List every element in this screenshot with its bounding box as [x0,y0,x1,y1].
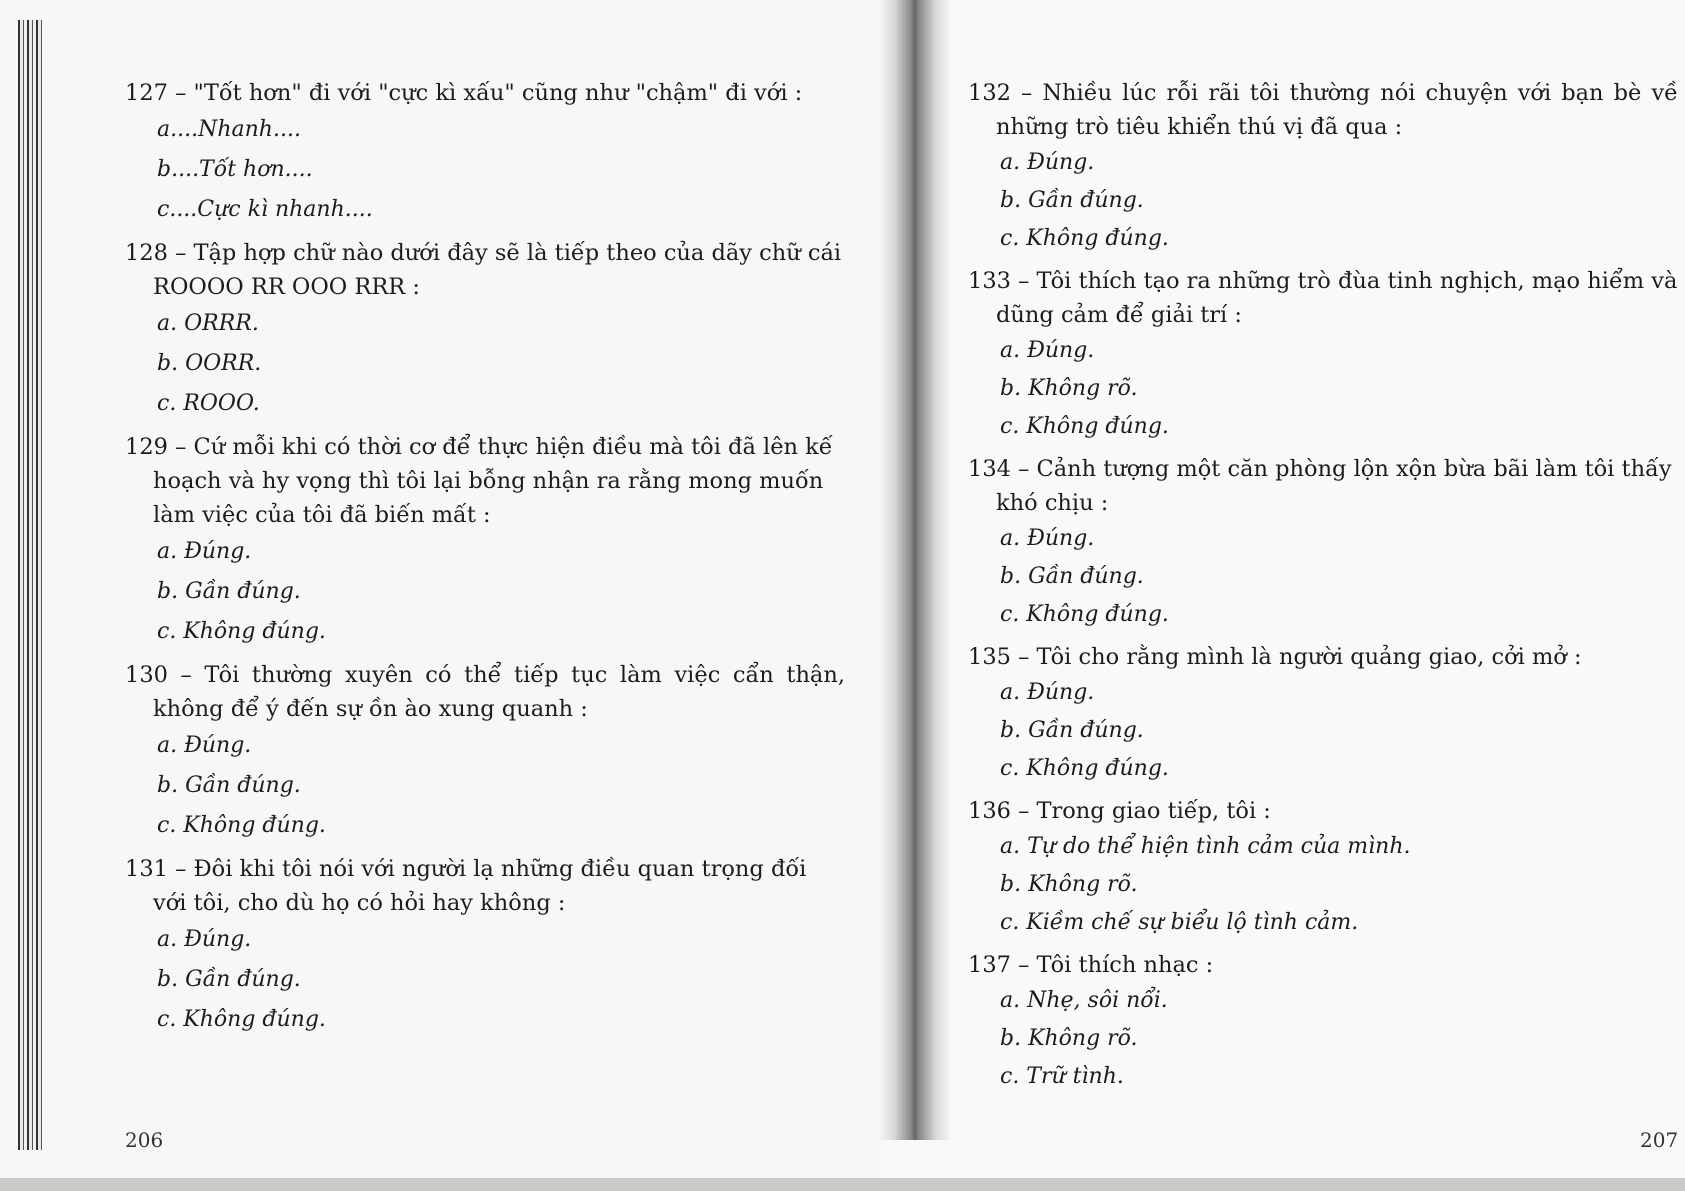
option-a: a. Nhẹ, sôi nổi. [1000,988,1168,1013]
option-b: b. Không rõ. [1000,1026,1138,1051]
option-a: a. Đúng. [1000,338,1095,363]
option-c: c. Không đúng. [1000,414,1169,439]
option-a: a. Đúng. [1000,150,1095,175]
question-134 [968,452,1678,634]
option-c: c. Không đúng. [1000,226,1169,251]
option-c: c. Không đúng. [1000,756,1169,781]
question-136 [968,794,1678,942]
question-137 [968,948,1678,1096]
option-b: b. Không rõ. [1000,872,1138,897]
option-b: b. Gần đúng. [1000,564,1144,589]
option-a: a. ORRR. [157,311,259,336]
right-page [880,0,1685,1191]
question-text: 135 – Tôi cho rằng mình là người quảng giao, cởi mở : [968,644,1582,670]
binding-edge [18,20,42,1150]
question-130 [125,658,845,846]
question-129 [125,430,845,652]
option-b: b....Tốt hơn.... [157,157,313,182]
question-128 [125,236,845,424]
question-127 [125,76,845,230]
option-b: b. Gần đúng. [1000,188,1144,213]
question-text: 127 – "Tốt hơn" đi với "cực kì xấu" cũng như "chậm" đi với : [125,80,803,106]
option-a: a....Nhanh.... [157,117,301,142]
page-number: 207 [1640,1128,1679,1152]
question-text: 133 – Tôi thích tạo ra những trò đùa tinh nghịch, mạo hiểm và dũng cảm để giải trí : [968,268,1678,328]
page-number: 206 [125,1128,164,1152]
question-text: 129 – Cứ mỗi khi có thời cơ để thực hiện điều mà tôi đã lên kế hoạch và hy vọng thì tôi lại bỗng nhận ra rằng mong muốn làm việc của tôi đã biến mất : [125,434,833,528]
option-c: c....Cực kì nhanh.... [157,197,373,222]
option-a: a. Đúng. [157,539,252,564]
option-c: c. Trữ tình. [1000,1064,1124,1089]
option-b: b. Gần đúng. [157,773,301,798]
option-b: b. Gần đúng. [157,967,301,992]
question-text: 134 – Cảnh tượng một căn phòng lộn xộn bừa bãi làm tôi thấy khó chịu : [968,456,1672,516]
option-a: a. Đúng. [157,733,252,758]
option-c: c. ROOO. [157,391,260,416]
question-text: 130 – Tôi thường xuyên có thể tiếp tục làm việc cẩn thận, không để ý đến sự ồn ào xung quanh : [125,662,845,722]
left-question-column [125,76,845,1046]
question-132 [968,76,1678,258]
option-b: b. Gần đúng. [1000,718,1144,743]
question-text: 136 – Trong giao tiếp, tôi : [968,798,1271,824]
book-spine-shadow [880,0,950,1140]
option-b: b. Không rõ. [1000,376,1138,401]
option-c: c. Không đúng. [157,619,326,644]
option-a: a. Tự do thể hiện tình cảm của mình. [1000,834,1411,859]
question-text: 128 – Tập hợp chữ nào dưới đây sẽ là tiếp theo của dãy chữ cái ROOOO RR OOO RRR : [125,240,842,300]
option-b: b. OORR. [157,351,262,376]
option-b: b. Gần đúng. [157,579,301,604]
question-133 [968,264,1678,446]
question-text: 132 – Nhiều lúc rỗi rãi tôi thường nói chuyện với bạn bè về những trò tiêu khiển thú vị đã qua : [968,80,1678,140]
option-c: c. Kiềm chế sự biểu lộ tình cảm. [1000,910,1359,935]
option-a: a. Đúng. [1000,680,1095,705]
option-c: c. Không đúng. [157,1007,326,1032]
scan-bottom-edge [0,1178,1685,1191]
question-text: 131 – Đôi khi tôi nói với người lạ những điều quan trọng đối với tôi, cho dù họ có hỏi hay không : [125,856,807,916]
option-c: c. Không đúng. [1000,602,1169,627]
question-135 [968,640,1678,788]
option-a: a. Đúng. [1000,526,1095,551]
right-question-column [968,76,1678,1102]
option-c: c. Không đúng. [157,813,326,838]
question-131 [125,852,845,1040]
option-a: a. Đúng. [157,927,252,952]
question-text: 137 – Tôi thích nhạc : [968,952,1214,978]
